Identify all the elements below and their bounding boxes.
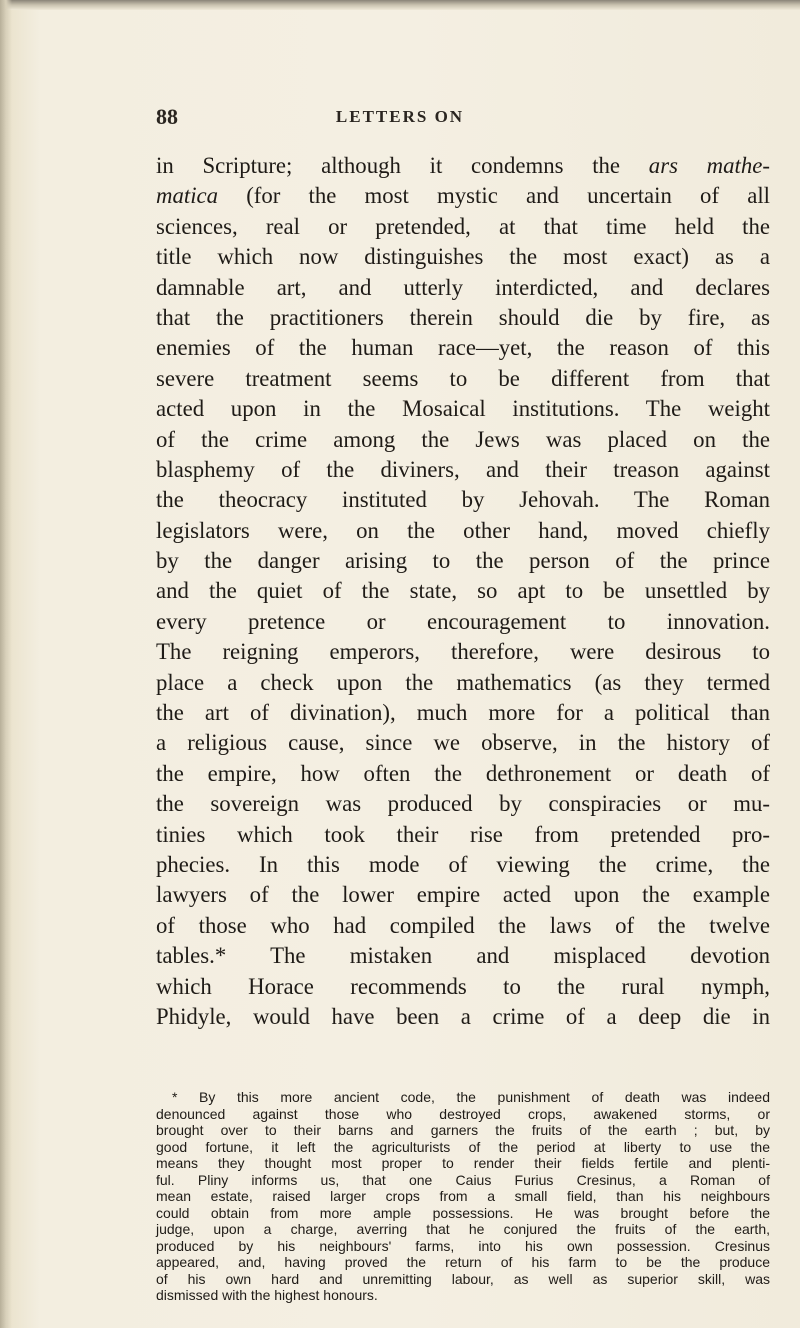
text-line: the empire, how often the dethronement or death of <box>156 760 770 786</box>
text-line: of the crime among the Jews was placed on the <box>156 426 770 452</box>
text-line: and the quiet of the state, so apt to be unsettled by <box>156 578 770 604</box>
footnote-line: denounced against those who destroyed crops, awakened storms, or <box>156 1105 770 1122</box>
page-top-edge <box>0 0 800 10</box>
text-line: lawyers of the lower empire acted upon the example <box>156 882 770 908</box>
text-line: Phidyle, would have been a crime of a deep die in <box>156 1003 770 1029</box>
footnote-line: judge, upon a charge, averring that he conjured the fruits of the earth, <box>156 1221 770 1237</box>
footnote-line: could obtain from more ample possessions. He was brought before the <box>156 1204 770 1221</box>
text-line: matica (for the most mystic and uncertain of all <box>156 183 770 209</box>
text-line: The reigning emperors, therefore, were desirous to <box>156 639 770 665</box>
text-line: the sovereign was produced by conspiracies or mu- <box>156 791 770 817</box>
text-line: severe treatment seems to be different from that <box>156 365 770 391</box>
page-binding-edge <box>0 0 12 1328</box>
text-line: place a check upon the mathematics (as they termed <box>156 669 770 695</box>
text-line: the art of divination), much more for a political than <box>156 700 770 726</box>
footnote-line: produced by his neighbours' farms, into his own possession. Cresinus <box>156 1237 770 1254</box>
text-line: every pretence or encouragement to innovation. <box>156 608 770 634</box>
text-line: acted upon in the Mosaical institutions. The weight <box>156 396 770 422</box>
text-line: the theocracy instituted by Jehovah. The Roman <box>156 487 770 513</box>
footnote-line: dismissed with the highest honours. <box>156 1287 378 1303</box>
text-line: legislators were, on the other hand, moved chiefly <box>156 517 770 543</box>
footnote-line: means they thought most proper to render their fields fertile and plenti- <box>156 1155 770 1171</box>
text-line: enemies of the human race—yet, the reason of this <box>156 335 770 361</box>
footnote-line: brought over to their barns and garners the fruits of the earth ; but, by <box>156 1122 770 1138</box>
footnote-line: good fortune, it left the agriculturists of the period at liberty to use the <box>156 1138 770 1155</box>
footnote <box>156 1089 770 1304</box>
text-line: title which now distinguishes the most exact) as a <box>156 244 770 270</box>
text-line: that the practitioners therein should die by fire, as <box>156 304 770 330</box>
text-line: phecies. In this mode of viewing the crime, the <box>156 851 770 877</box>
text-line: a religious cause, since we observe, in the history of <box>156 730 770 756</box>
text-line: tables.* The mistaken and misplaced devotion <box>156 943 770 969</box>
page-header <box>0 104 800 130</box>
page-number: 88 <box>156 104 178 129</box>
footnote-line: mean estate, raised larger crops from a small field, than his neighbours <box>156 1188 770 1204</box>
main-text <box>156 151 770 1032</box>
text-line: of those who had compiled the laws of the twelve <box>156 912 770 938</box>
footnote-line: appeared, and, having proved the return of his farm to be the produce <box>156 1254 770 1270</box>
text-line: damnable art, and utterly interdicted, and declares <box>156 274 770 300</box>
text-line: in Scripture; although it condemns the ars mathe- <box>156 153 770 178</box>
footnote-line: of his own hard and unremitting labour, as well as superior skill, was <box>156 1270 770 1287</box>
running-head: LETTERS ON <box>335 107 465 126</box>
text-line: blasphemy of the diviners, and their treason against <box>156 456 770 482</box>
footnote-line: ful. Pliny informs us, that one Caius Furius Cresinus, a Roman of <box>156 1171 770 1188</box>
text-line: by the danger arising to the person of the prince <box>156 548 770 574</box>
text-line: which Horace recommends to the rural nymph, <box>156 973 770 999</box>
text-line: tinies which took their rise from pretended pro- <box>156 821 770 847</box>
text-line: sciences, real or pretended, at that time held the <box>156 213 770 239</box>
footnote-line: * By this more ancient code, the punishment of death was indeed <box>172 1089 770 1105</box>
